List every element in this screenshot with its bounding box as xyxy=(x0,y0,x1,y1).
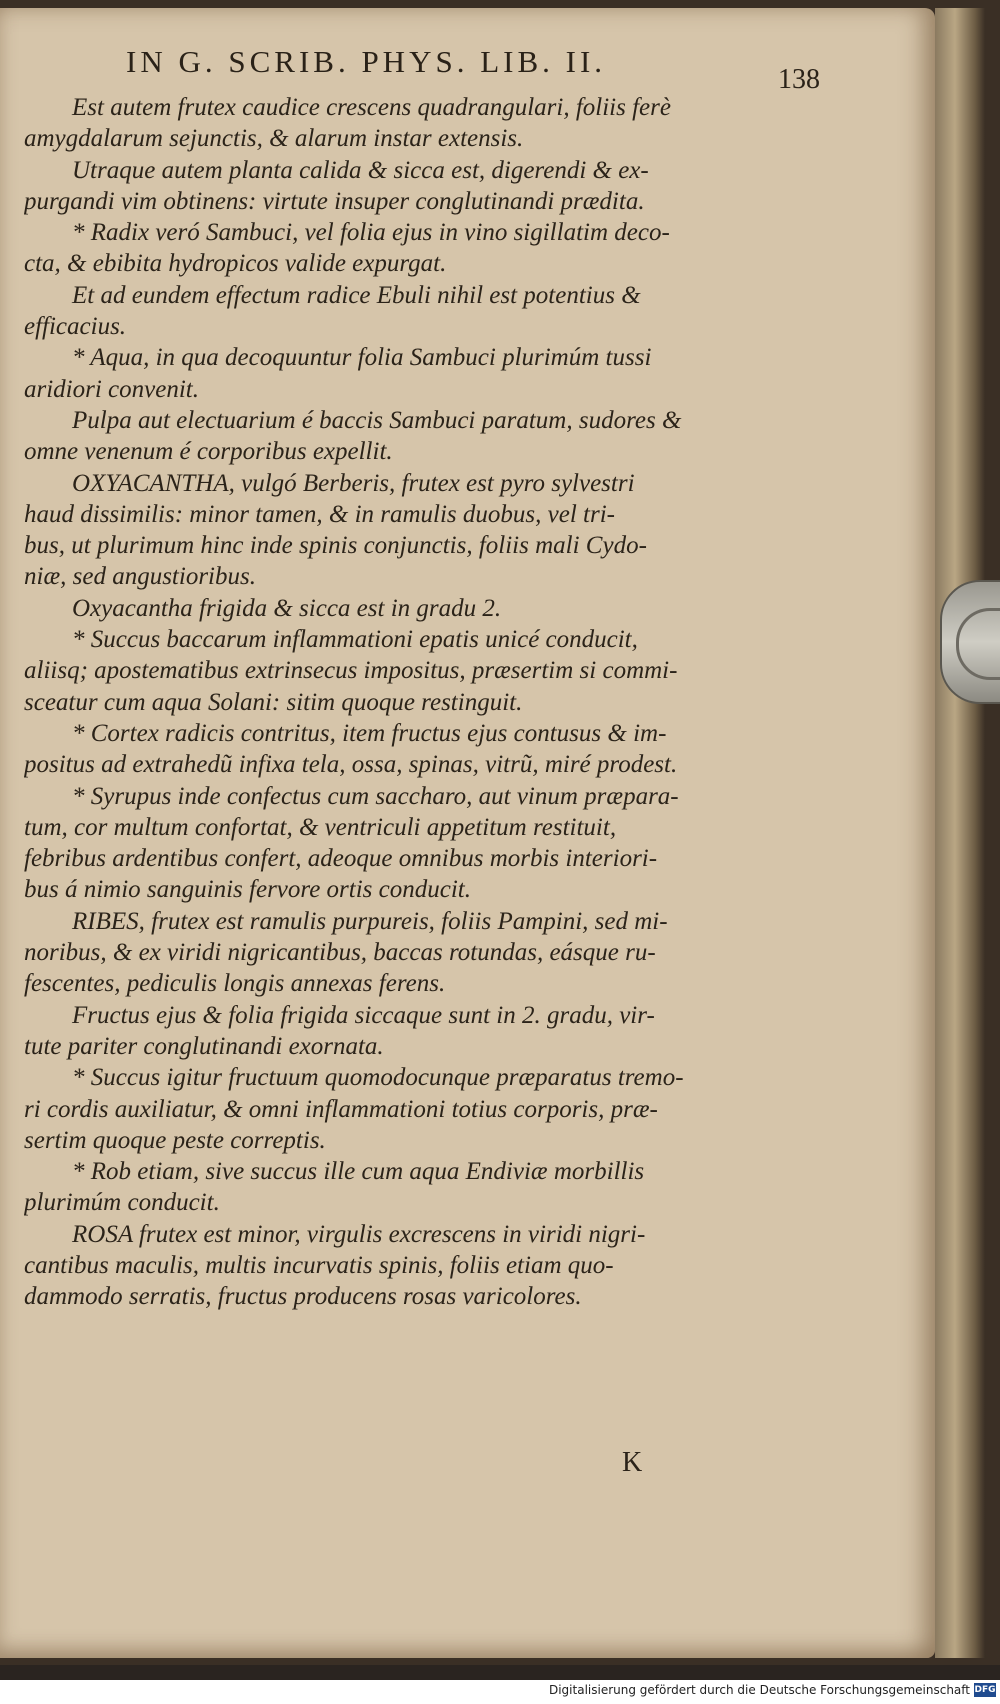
text-line: ROSA frutex est minor, virgulis excrescens in viridi nigri- xyxy=(72,1220,646,1248)
text-line: Pulpa aut electuarium é baccis Sambuci paratum, sudores & xyxy=(72,406,682,434)
dfg-logo-icon: DFG xyxy=(974,1685,996,1695)
text-line: Utraque autem planta calida & sicca est, digerendi & ex- xyxy=(72,156,649,184)
text-line: omne venenum é corporibus expellit. xyxy=(24,438,393,466)
text-line: amygdalarum sejunctis, & alarum instar extensis. xyxy=(24,125,524,153)
text-line: cantibus maculis, multis incurvatis spinis, foliis etiam quo- xyxy=(24,1251,614,1279)
text-line: * Succus baccarum inflammationi epatis unicé conducit, xyxy=(72,626,638,654)
text-line: fescentes, pediculis longis annexas ferens. xyxy=(24,970,446,998)
text-line: * Rob etiam, sive succus ille cum aqua Endiviæ morbillis xyxy=(72,1158,645,1186)
text-line: * Cortex radicis contritus, item fructus ejus contusus & im- xyxy=(72,719,667,747)
text-line: purgandi vim obtinens: virtute insuper conglutinandi prædita. xyxy=(24,187,645,215)
text-line: * Radix veró Sambuci, vel folia ejus in vino sigillatim deco- xyxy=(72,219,670,247)
text-line: Est autem frutex caudice crescens quadrangulari, foliis ferè xyxy=(72,94,671,121)
text-line: tute pariter conglutinandi exornata. xyxy=(24,1032,384,1060)
text-line: Oxyacantha frigida & sicca est in gradu 2. xyxy=(72,594,502,622)
text-line: aridiori convenit. xyxy=(24,375,199,403)
text-line: sceatur cum aqua Solani: sitim quoque restinguit. xyxy=(24,688,523,716)
catchword: K xyxy=(622,1447,643,1478)
text-line: OXYACANTHA, vulgó Berberis, frutex est pyro sylvestri xyxy=(72,469,635,497)
text-line: * Succus igitur fructuum quomodocunque præparatus tremo- xyxy=(72,1064,684,1092)
running-head-text: IN G. SCRIB. PHYS. LIB. II. xyxy=(126,44,607,79)
text-line: RIBES, frutex est ramulis purpureis, foliis Pampini, sed mi- xyxy=(72,907,668,935)
text-line: * Syrupus inde confectus cum saccharo, aut vinum præpara- xyxy=(72,782,679,810)
text-line: sertim quoque peste correptis. xyxy=(24,1126,326,1154)
text-line: Et ad eundem effectum radice Ebuli nihil est potentius & xyxy=(72,281,641,309)
text-line: ri cordis auxiliatur, & omni inflammationi totius corporis, præ- xyxy=(24,1095,658,1123)
text-line: dammodo serratis, fructus producens rosas varicolores. xyxy=(24,1283,582,1311)
text-line: niæ, sed angustioribus. xyxy=(24,563,256,591)
text-line: febribus ardentibus confert, adeoque omnibus morbis interiori- xyxy=(24,845,658,873)
page-number: 138 xyxy=(778,64,820,95)
page-text xyxy=(24,92,829,1313)
running-head xyxy=(126,44,826,80)
text-line: bus á nimio sanguinis fervore ortis conducit. xyxy=(24,876,471,904)
text-line: noribus, & ex viridi nigricantibus, baccas rotundas, eásque ru- xyxy=(24,939,656,967)
page-edge xyxy=(935,8,985,1658)
text-line: plurimúm conducit. xyxy=(24,1189,220,1217)
text-line: tum, cor multum confortat, & ventriculi appetitum restituit, xyxy=(24,813,617,841)
text-line: * Aqua, in qua decoquuntur folia Sambuci plurimúm tussi xyxy=(72,344,652,372)
footer-bar xyxy=(0,1680,1000,1704)
text-line: positus ad extrahedũ infixa tela, ossa, spinas, vitrũ, miré prodest. xyxy=(24,751,678,779)
text-line: haud dissimilis: minor tamen, & in ramulis duobus, vel tri- xyxy=(24,500,615,528)
text-line: Fructus ejus & folia frigida siccaque sunt in 2. gradu, vir- xyxy=(72,1001,655,1029)
funding-credit: Digitalisierung gefördert durch die Deutsche Forschungsgemeinschaft xyxy=(548,1683,970,1697)
text-line: aliisq; apostematibus extrinsecus impositus, præsertim si commi- xyxy=(24,657,678,685)
clasp-icon xyxy=(940,580,1000,704)
text-line: cta, & ebibita hydropicos valide expurgat. xyxy=(24,250,447,278)
text-line: bus, ut plurimum hinc inde spinis conjunctis, foliis mali Cydo- xyxy=(24,532,647,560)
text-line: efficacius. xyxy=(24,313,127,341)
